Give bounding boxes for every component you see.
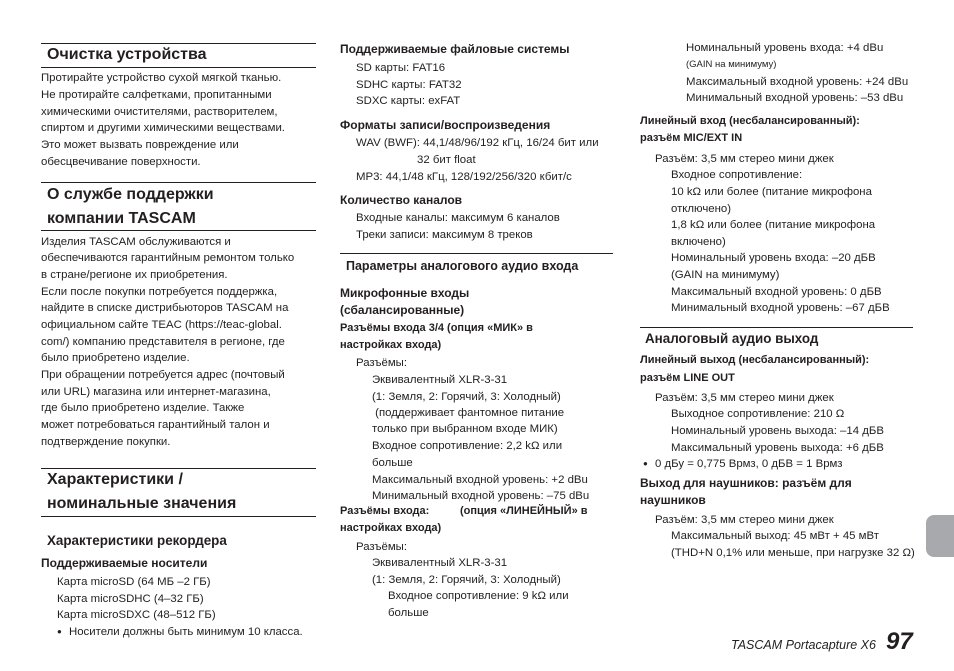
heading-support-1: О службе поддержки (47, 186, 214, 203)
heading-line-out-2: разъём LINE OUT (640, 372, 735, 384)
heading-media: Поддерживаемые носители (41, 556, 208, 570)
spec-line: больше (372, 457, 413, 469)
section-rule (41, 230, 316, 231)
spec-line: (GAIN на минимуму) (686, 59, 777, 70)
heading-line-out-1: Линейный выход (несбалансированный): (640, 354, 870, 366)
heading-line-in-b: (опция «ЛИНЕЙНЫЙ» в (460, 505, 588, 517)
spec-line: Номинальный уровень входа: –20 дБВ (671, 252, 876, 264)
heading-mic-2: (сбалансированные) (340, 303, 465, 317)
heading-file-systems: Поддерживаемые файловые системы (340, 42, 570, 56)
heading-line-in-a: Разъёмы входа: (340, 505, 430, 517)
format-line: MP3: 44,1/48 кГц, 128/192/256/320 кбит/с (356, 171, 572, 183)
spec-line: Разъём: 3,5 мм стерео мини джек (655, 392, 834, 404)
footer-product: TASCAM Portacapture X6 (731, 638, 876, 652)
conn-label: Разъёмы: (356, 357, 408, 369)
spec-line: Входное сопротивление: 9 kΩ или (388, 590, 569, 602)
heading-specs-2: номинальные значения (47, 495, 237, 512)
spec-line: (1: Земля, 2: Горячий, 3: Холодный) (372, 391, 561, 403)
spec-line: Минимальный входной уровень: –67 дБВ (671, 302, 890, 314)
spec-line: Максимальный входной уровень: +24 dBu (686, 76, 909, 88)
heading-line-mic-2: разъём MIC/EXT IN (640, 132, 743, 144)
heading-line-mic-1: Линейный вход (несбалансированный): (640, 115, 860, 127)
heading-recorder: Характеристики рекордера (47, 533, 227, 548)
spec-line: (THD+N 0,1% или меньше, при нагрузке 32 Ω) (671, 547, 915, 559)
spec-line: Минимальный входной уровень: –75 dBu (372, 490, 590, 502)
spec-line: Максимальный входной уровень: +2 dBu (372, 474, 588, 486)
spec-line: Разъём: 3,5 мм стерео мини джек (655, 153, 834, 165)
spec-line: отключено) (671, 203, 732, 215)
spec-line: 10 kΩ или более (питание микрофона (671, 186, 872, 198)
heading-cleaning: Очистка устройства (47, 46, 207, 63)
heading-phones-1: Выход для наушников: разъём для (640, 476, 852, 490)
section-rule (41, 516, 316, 517)
spec-line: Входное сопротивление: 2,2 kΩ или (372, 440, 563, 452)
spec-line: только при выбранном входе МИК) (372, 423, 558, 435)
heading-channels: Количество каналов (340, 193, 463, 207)
heading-line-in-2: настройках входа) (340, 522, 442, 534)
media-item: Карта microSDXC (48–512 ГБ) (57, 609, 216, 621)
spec-line: Максимальный выход: 45 мВт + 45 мВт (671, 530, 879, 542)
fs-item: SDXC карты: exFAT (356, 95, 461, 107)
heading-support-2: компании TASCAM (47, 210, 196, 227)
spec-line: больше (388, 607, 429, 619)
heading-formats: Форматы записи/воспроизведения (340, 118, 551, 132)
spec-line: Максимальный входной уровень: 0 дБВ (671, 286, 882, 298)
fs-item: SD карты: FAT16 (356, 62, 446, 74)
page-number: 97 (886, 628, 913, 655)
spec-line: (1: Земля, 2: Горячий, 3: Холодный) (372, 574, 561, 586)
spec-line: Входное сопротивление: (671, 169, 803, 181)
heading-mic-1: Микрофонные входы (340, 286, 470, 300)
format-line: WAV (BWF): 44,1/48/96/192 кГц, 16/24 бит или (356, 137, 599, 149)
spec-line: Эквивалентный XLR-3-31 (372, 557, 508, 569)
dbu-note: ● 0 дБу = 0,775 Врмз, 0 дБВ = 1 Врмз (655, 457, 842, 471)
section-rule (640, 327, 913, 328)
spec-line: Максимальный уровень выхода: +6 дБВ (671, 442, 884, 454)
heading-phones-2: наушников (640, 493, 706, 507)
conn-label: Разъёмы: (356, 541, 408, 553)
channels-item: Треки записи: максимум 8 треков (356, 229, 533, 241)
spec-line: Эквивалентный XLR-3-31 (372, 374, 508, 386)
fs-item: SDHC карты: FAT32 (356, 79, 462, 91)
section-rule (41, 182, 316, 183)
heading-conn34-2: настройках входа) (340, 339, 442, 351)
media-item: Карта microSD (64 МБ –2 ГБ) (57, 576, 211, 588)
heading-analog-input: Параметры аналогового аудио входа (346, 259, 579, 273)
format-line: 32 бит float (417, 154, 476, 166)
media-note: ● Носители должны быть минимум 10 класса. (69, 625, 303, 639)
spec-line: Номинальный уровень выхода: –14 дБВ (671, 425, 884, 437)
heading-conn34-1: Разъёмы входа 3/4 (опция «МИК» в (340, 322, 533, 334)
spec-line: (GAIN на минимуму) (671, 269, 780, 281)
channels-item: Входные каналы: максимум 6 каналов (356, 212, 560, 224)
heading-analog-out: Аналоговый аудио выход (645, 331, 819, 346)
spec-line: Минимальный входной уровень: –53 dBu (686, 92, 904, 104)
heading-specs-1: Характеристики / (47, 471, 183, 488)
spec-line: Номинальный уровень входа: +4 dBu (686, 42, 884, 54)
spec-line: Разъём: 3,5 мм стерео мини джек (655, 514, 834, 526)
spec-line: 1,8 kΩ или более (питание микрофона (671, 219, 876, 231)
page-tab-marker (926, 515, 954, 557)
spec-line: (поддерживает фантомное питание (372, 407, 565, 419)
section-rule (41, 67, 316, 68)
spec-line: Выходное сопротивление: 210 Ω (671, 408, 845, 420)
section-rule (340, 253, 613, 254)
media-item: Карта microSDHC (4–32 ГБ) (57, 593, 204, 605)
spec-line: включено) (671, 236, 726, 248)
